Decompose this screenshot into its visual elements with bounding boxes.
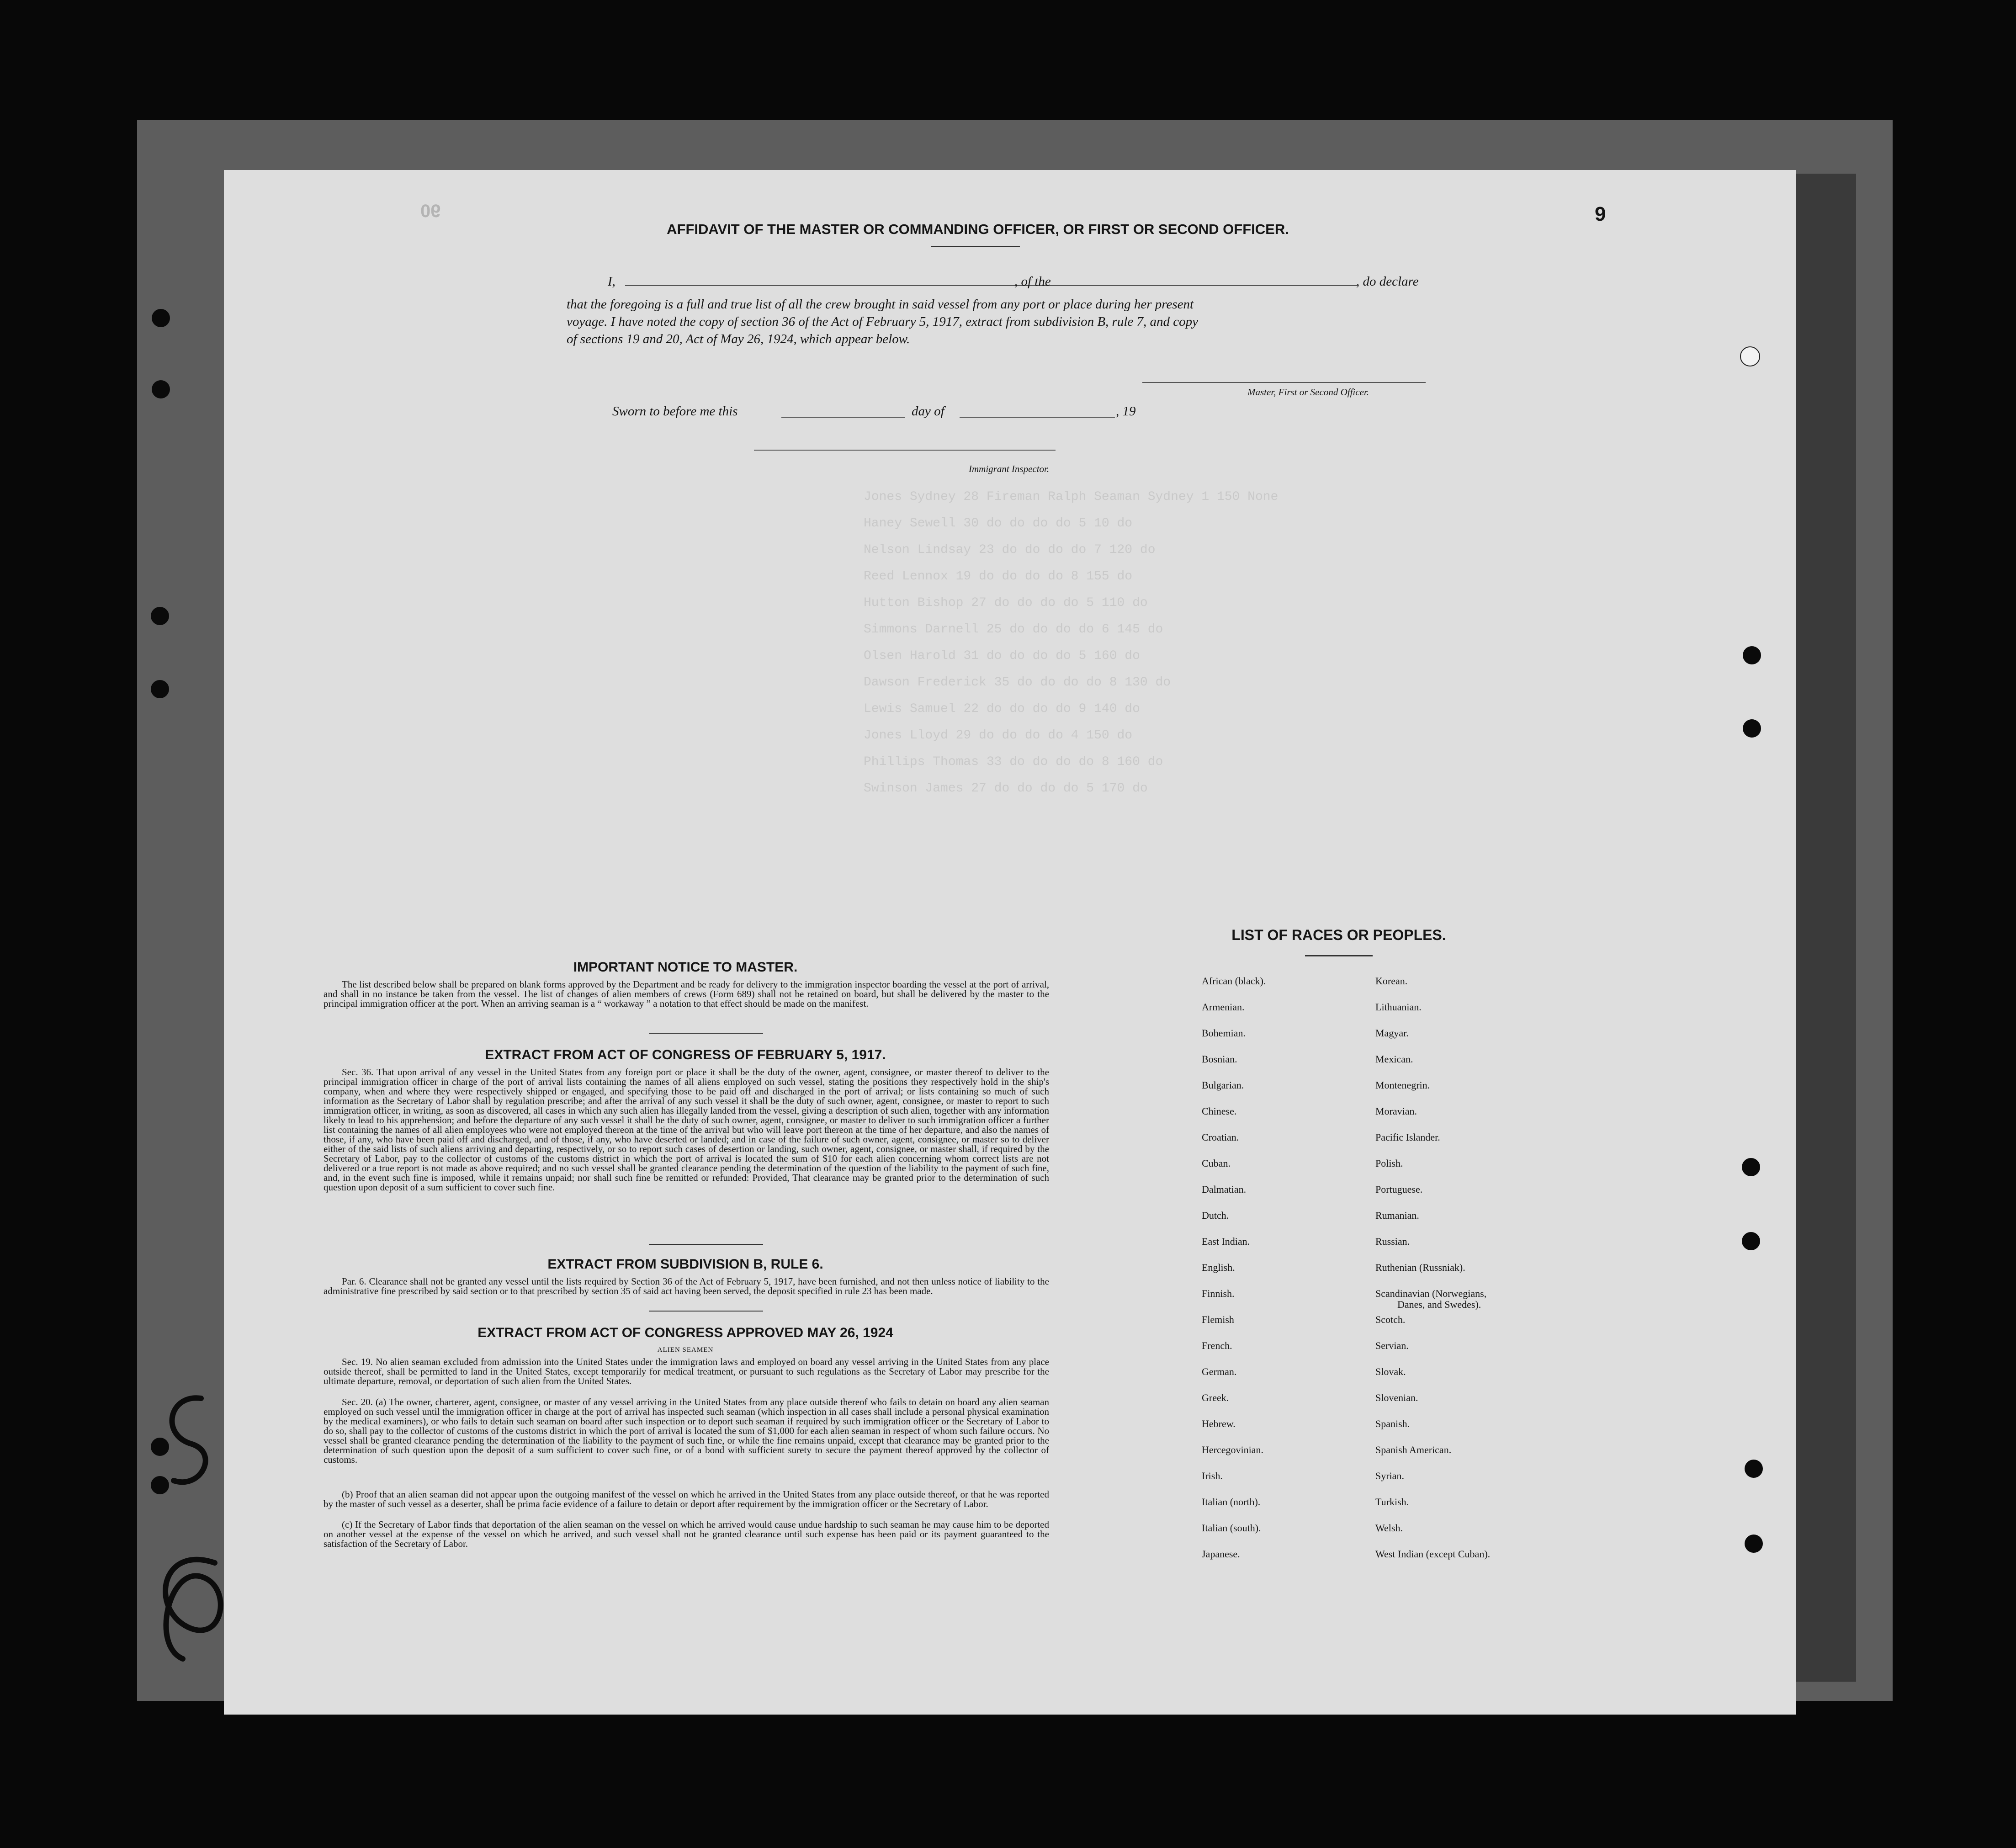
race-item: Syrian. (1375, 1470, 1404, 1482)
binder-hole (151, 680, 169, 698)
bleed-row: Nelson Lindsay 23 do do do do 7 120 do (864, 543, 1156, 557)
race-item: Hercegovinian. (1202, 1444, 1263, 1455)
race-item: Croatian. (1202, 1131, 1239, 1143)
race-item: Dutch. (1202, 1210, 1229, 1221)
notice-divider (649, 1033, 763, 1034)
extract-1917-body: Sec. 36. That upon arrival of any vessel in the United States from any foreign port or place it shall be the duty of the owner, agent, consignee, or master thereof to deliver to the principal immigration officer in charge of the port of arrival lists containing the names of all aliens employed on such vessel, stating the positions they respectively hold in the ship's company, when and where they were respectively shipped or engaged, and specifying those to be paid off and discharged in the port of arrival; or lists containing so much of such information as the Secretary of Labor shall by regulation prescribe; and after the arrival of any such vessel it shall be the duty of such owner, agent, consignee, or master to report to such immigration officer, in writing, as soon as discovered, all cases in which any such alien has illegally landed from the vessel, giving a description of such alien, together with any information likely to lead to his apprehension; and before the departure of any such vessel it shall be the duty of such owner, agent, consignee, or master to deliver to such immigration officer a further list containing the names of all alien employees who were not employed thereon at the time of the arrival but who will leave port thereon at the time of her departure, and also the names of those, if any, who have been paid off and discharged, and of those, if any, who have deserted or landed; and in case of the failure of such owner, agent, consignee, or master so to deliver either of the said lists of such aliens arriving and departing, respectively, or so to report such cases of desertion or landing, such owner, agent, consignee, or master shall, if required by the Secretary of Labor, pay to the collector of customs of the customs district in which the port of arrival is located the sum of $10 for each alien concerning whom correct lists are not delivered or a true report is not made as above required; and no such vessel shall be granted clearance pending the determination of the question of the liability to the payment of such fine, and, in the event such fine is imposed, while it remains unpaid; nor shall such fine be remitted or refunded: Provided, That clearance may be granted prior to the determination of such question upon deposit of a sum sufficient to cover such fine. (324, 1067, 1049, 1193)
bleed-row: Jones Sydney 28 Fireman Ralph Seaman Sydney 1 150 None (864, 490, 1279, 504)
affidavit-title-underline (931, 246, 1020, 247)
race-item: Dalmatian. (1202, 1184, 1247, 1195)
bleed-row: Dawson Frederick 35 do do do do 8 130 do (864, 675, 1171, 690)
master-signature-label: Master, First or Second Officer. (1247, 387, 1369, 398)
sworn-text: Sworn to before me this (612, 404, 738, 419)
rule6-body: Par. 6. Clearance shall not be granted any vessel until the lists required by Section 36 of the Act of February 5, 1917, have been furnished, and not then unless notice of liability to the administrative fine prescribed by said section or to that prescribed by section 35 of said act having been served, the deposit specified in rule 23 has been made. (324, 1276, 1049, 1296)
race-item: Montenegrin. (1375, 1079, 1430, 1091)
rule6-divider (649, 1311, 763, 1312)
binder-hole (1745, 1460, 1763, 1478)
affidavit-declare: , do declare (1356, 274, 1419, 289)
bleed-row: Olsen Harold 31 do do do do 5 160 do (864, 649, 1140, 663)
race-item: Italian (south). (1202, 1522, 1261, 1534)
race-item: Pacific Islander. (1375, 1131, 1440, 1143)
race-item: Magyar. (1375, 1027, 1409, 1039)
race-item: Hebrew. (1202, 1418, 1236, 1429)
race-item: Rumanian. (1375, 1210, 1419, 1221)
binder-hole (1743, 719, 1761, 738)
race-item: Italian (north). (1202, 1496, 1261, 1508)
race-item: Servian. (1375, 1340, 1409, 1351)
race-item: Portuguese. (1375, 1184, 1423, 1195)
race-item: Bosnian. (1202, 1053, 1237, 1065)
extract-1917-title: EXTRACT FROM ACT OF CONGRESS OF FEBRUARY 5, 1917. (485, 1047, 886, 1062)
race-item: Polish. (1375, 1158, 1403, 1169)
page-number: 9 (1595, 203, 1606, 225)
race-item: Russian. (1375, 1236, 1410, 1247)
sworn-month-blank (960, 417, 1115, 418)
binder-hole (1745, 1535, 1763, 1553)
extract-1924-sec20a: Sec. 20. (a) The owner, charterer, agent, consignee, or master of any vessel arriving in the United States from any place outside thereof who fails to detain on board any alien seaman employed on such vessel until the immigration officer in charge at the port of arrival has inspected such seaman (which inspection in all cases shall include a personal physical examination by the medical examiners), or who fails to detain such seaman on board after such inspection or to deport such seaman if required by such immigration officer or the Secretary of Labor to do so, shall pay to the collector of customs of the customs district in which the port of arrival is located the sum of $1,000 for each alien seaman in respect of whom such failure occurs. No vessel shall be granted clearance pending the determination of the liability to the payment of such fine, or while the fine remains unpaid, except that clearance may be granted prior to the determination of such question upon the deposit of a sum sufficient to cover such fine, or of a bond with sufficient surety to secure the payment thereof approved by the collector of customs. (324, 1397, 1049, 1465)
race-item: Spanish. (1375, 1418, 1410, 1429)
race-item: Slovenian. (1375, 1392, 1418, 1403)
race-item: West Indian (except Cuban). (1375, 1548, 1491, 1560)
affidavit-pronoun: I, (608, 274, 615, 289)
race-item: Korean. (1375, 975, 1408, 987)
binder-hole (151, 607, 169, 625)
affidavit-of-the: , of the (1014, 274, 1051, 289)
extract-1924-title: EXTRACT FROM ACT OF CONGRESS APPROVED MAY 26, 1924 (477, 1325, 893, 1340)
race-item: East Indian. (1202, 1236, 1250, 1247)
race-item: Spanish American. (1375, 1444, 1452, 1455)
race-item: Lithuanian. (1375, 1001, 1422, 1013)
affidavit-line-4: of sections 19 and 20, Act of May 26, 1924, which appear below. (567, 332, 910, 346)
extract-1917-divider (649, 1244, 763, 1245)
handwritten-margin-marks (133, 1371, 242, 1663)
race-item: Scotch. (1375, 1314, 1406, 1325)
notice-title: IMPORTANT NOTICE TO MASTER. (573, 960, 798, 975)
binder-hole (1740, 346, 1760, 366)
race-item: Greek. (1202, 1392, 1229, 1403)
rule6-title: EXTRACT FROM SUBDIVISION B, RULE 6. (547, 1257, 823, 1272)
bleed-row: Swinson James 27 do do do do 5 170 do (864, 781, 1148, 796)
race-item: Cuban. (1202, 1158, 1231, 1169)
race-item: Bohemian. (1202, 1027, 1246, 1039)
race-item: Finnish. (1202, 1288, 1235, 1299)
bleed-row: Hutton Bishop 27 do do do do 5 110 do (864, 596, 1148, 610)
master-signature-line (1142, 382, 1426, 383)
races-title-underline (1305, 955, 1373, 956)
race-item: Japanese. (1202, 1548, 1240, 1560)
bleed-row: Phillips Thomas 33 do do do do 8 160 do (864, 755, 1163, 769)
sworn-year: , 19 (1116, 404, 1136, 419)
race-item: Mexican. (1375, 1053, 1413, 1065)
race-item: Flemish (1202, 1314, 1234, 1325)
races-title: LIST OF RACES OR PEOPLES. (1231, 927, 1446, 943)
inspector-signature-label: Immigrant Inspector. (969, 463, 1050, 474)
binder-hole (152, 309, 170, 327)
race-item: Bulgarian. (1202, 1079, 1244, 1091)
vessel-blank (1065, 285, 1357, 286)
bleed-row: Haney Sewell 30 do do do do 5 10 do (864, 516, 1133, 531)
extract-1924-sec20c: (c) If the Secretary of Labor finds that deportation of the alien seaman on the vessel on which he arrived would cause undue hardship to such seaman he may cause him to be deported on another vessel at the expense of the vessel on which he arrived, and such vessel shall not be granted clearance until such expense has been paid or its payment guaranteed to the satisfaction of the Secretary of Labor. (324, 1519, 1049, 1549)
bleed-row: Simmons Darnell 25 do do do do 6 145 do (864, 622, 1163, 637)
sworn-day-blank (781, 417, 905, 418)
extract-1924-sec19: Sec. 19. No alien seaman excluded from admission into the United States under the immigration laws and employed on board any vessel arriving in the United States from any place outside thereof, shall be permitted to land in the United States, except temporarily for medical treatment, or pursuant to such regulations as the Secretary of Labor may prescribe for the ultimate departure, removal, or deportation of such alien from the United States. (324, 1356, 1049, 1386)
race-item: Ruthenian (Russniak). (1375, 1262, 1465, 1273)
backing-board-edge (1796, 174, 1856, 1682)
race-item-continued: Danes, and Swedes). (1397, 1299, 1481, 1310)
race-item: Turkish. (1375, 1496, 1409, 1508)
bleed-row: Reed Lennox 19 do do do do 8 155 do (864, 569, 1133, 584)
affidavit-title: AFFIDAVIT OF THE MASTER OR COMMANDING OFFICER, OR FIRST OR SECOND OFFICER. (667, 221, 1289, 237)
binder-hole (152, 380, 170, 398)
race-item: Scandinavian (Norwegians, (1375, 1288, 1487, 1299)
bleed-page-number: 90 (420, 201, 441, 221)
binder-hole (1742, 1232, 1760, 1250)
inspector-signature-line (754, 450, 1056, 451)
race-item: Welsh. (1375, 1522, 1403, 1534)
affidavit-line-2: that the foregoing is a full and true list of all the crew brought in said vessel from any port or place during her present (567, 297, 1194, 312)
race-item: Moravian. (1375, 1105, 1417, 1117)
binder-hole (1742, 1158, 1760, 1176)
race-item: German. (1202, 1366, 1237, 1377)
race-item: Irish. (1202, 1470, 1223, 1482)
extract-1924-subtitle: ALIEN SEAMEN (657, 1346, 714, 1354)
race-item: Chinese. (1202, 1105, 1237, 1117)
race-item: Slovak. (1375, 1366, 1406, 1377)
bleed-row: Jones Lloyd 29 do do do do 4 150 do (864, 728, 1133, 743)
bleed-row: Lewis Samuel 22 do do do do 9 140 do (864, 702, 1140, 716)
manifest-sheet (224, 170, 1796, 1715)
binder-hole (1743, 646, 1761, 664)
race-item: African (black). (1202, 975, 1266, 987)
race-item: Armenian. (1202, 1001, 1245, 1013)
affidavit-line-3: voyage. I have noted the copy of section 36 of the Act of February 5, 1917, extract from subdivision B, rule 7, and copy (567, 314, 1199, 329)
race-item: English. (1202, 1262, 1235, 1273)
notice-body: The list described below shall be prepared on blank forms approved by the Department and be ready for delivery to the immigration inspector boarding the vessel at the port of arrival, and shall in no instance be taken from the vessel. The list of changes of alien members of crews (Form 689) shall not be retained on board, but shall be delivered by the master to the principal immigration officer at the port. When an arriving seaman is a “ workaway ” a notation to that effect should be made on the manifest. (324, 979, 1049, 1009)
race-item: French. (1202, 1340, 1232, 1351)
extract-1924-sec20b: (b) Proof that an alien seaman did not appear upon the outgoing manifest of the vessel on which he arrived in the United States from any place outside thereof, or that he was reported by the master of such vessel as a deserter, shall be prima facie evidence of a failure to detain or deport after requirement by the immigration officer or the Secretary of Labor. (324, 1489, 1049, 1509)
sworn-day-of: day of (912, 404, 944, 419)
